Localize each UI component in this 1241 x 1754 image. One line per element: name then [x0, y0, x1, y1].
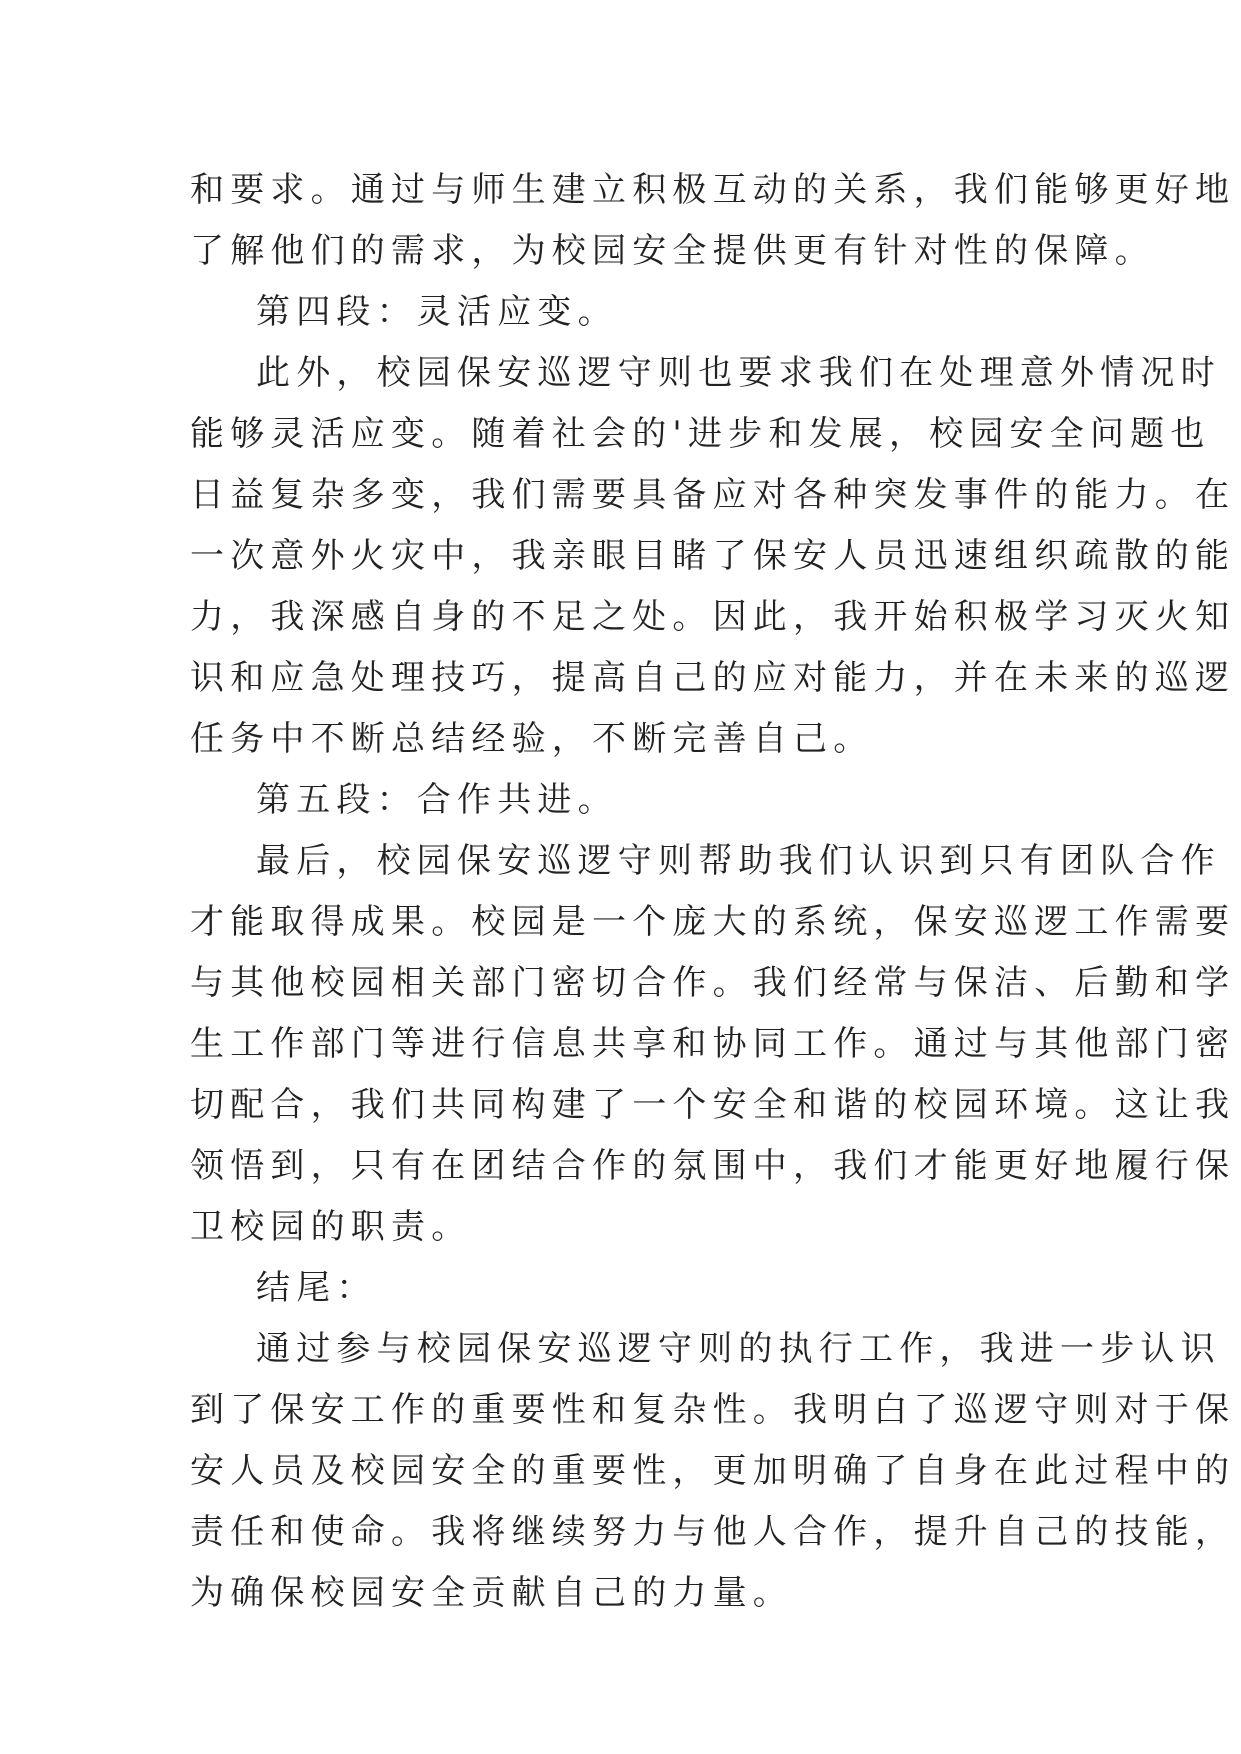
text-line: 此外，校园保安巡逻守则也要求我们在处理意外情况时	[256, 353, 1221, 393]
text-line: 和要求。通过与师生建立积极互动的关系，我们能够更好地	[190, 170, 1236, 210]
text-line: 一次意外火灾中，我亲眼目睹了保安人员迅速组织疏散的能	[190, 536, 1236, 576]
document-page	[190, 160, 1236, 1624]
section-heading: 结尾：	[256, 1268, 377, 1308]
text-line: 能够灵活应变。随着社会的'进步和发展，校园安全问题也	[190, 414, 1211, 454]
text-line: 责任和使命。我将继续努力与他人合作，提升自己的技能，	[190, 1512, 1236, 1552]
text-line: 与其他校园相关部门密切合作。我们经常与保洁、后勤和学	[190, 963, 1236, 1003]
text-line: 任务中不断总结经验，不断完善自己。	[190, 719, 874, 759]
text-line: 识和应急处理技巧，提高自己的应对能力，并在未来的巡逻	[190, 658, 1236, 698]
text-line: 领悟到，只有在团结合作的氛围中，我们才能更好地履行保	[190, 1146, 1236, 1186]
section-heading: 第五段：合作共进。	[256, 780, 618, 820]
text-line: 日益复杂多变，我们需要具备应对各种突发事件的能力。在	[190, 475, 1236, 515]
text-line: 通过参与校园保安巡逻守则的执行工作，我进一步认识	[256, 1329, 1221, 1369]
text-line: 为确保校园安全贡献自己的力量。	[190, 1573, 793, 1613]
section-heading: 第四段：灵活应变。	[256, 292, 618, 332]
text-line: 生工作部门等进行信息共享和协同工作。通过与其他部门密	[190, 1024, 1236, 1064]
text-line: 安人员及校园安全的重要性，更加明确了自身在此过程中的	[190, 1451, 1236, 1491]
text-line: 最后，校园保安巡逻守则帮助我们认识到只有团队合作	[256, 841, 1221, 881]
text-line: 切配合，我们共同构建了一个安全和谐的校园环境。这让我	[190, 1085, 1236, 1125]
text-line: 到了保安工作的重要性和复杂性。我明白了巡逻守则对于保	[190, 1390, 1236, 1430]
text-line: 力，我深感自身的不足之处。因此，我开始积极学习灭火知	[190, 597, 1236, 637]
text-line: 卫校园的职责。	[190, 1207, 472, 1247]
text-line: 才能取得成果。校园是一个庞大的系统，保安巡逻工作需要	[190, 902, 1236, 942]
text-line: 了解他们的需求，为校园安全提供更有针对性的保障。	[190, 231, 1155, 271]
